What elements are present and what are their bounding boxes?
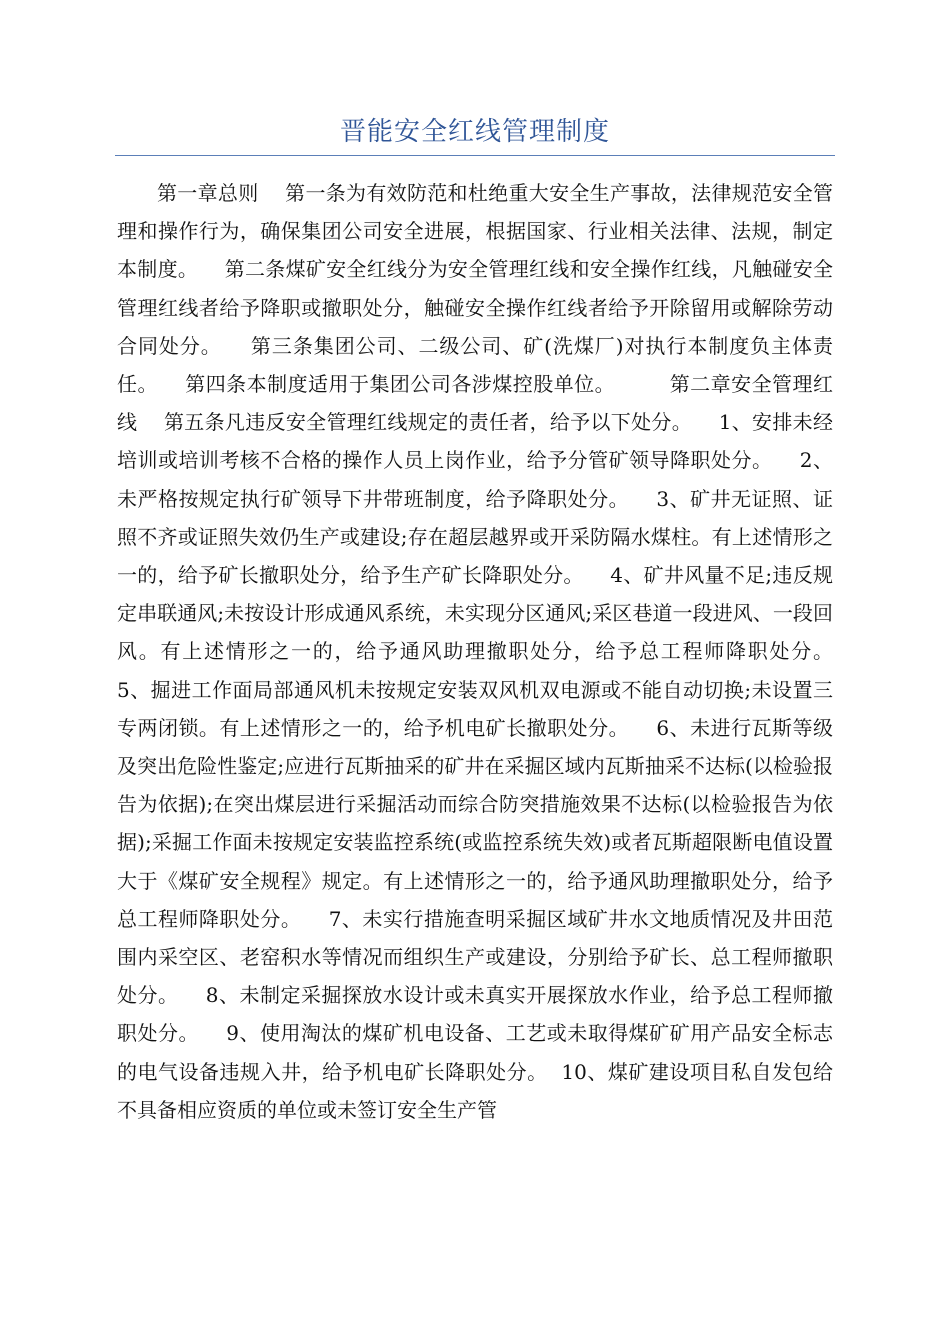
document-body: 第一章总则 第一条为有效防范和杜绝重大安全生产事故，法律规范安全管理和操作行为，确保集团公司安全进展，根据国家、行业相关法律、法规，制定本制度。 第二条煤矿安全红线分为安全管理红线和安全操作红线，凡触碰安全管理红线者给予降职或撤职处分，触碰安全操作红线者给予开除留用或解除劳动合同处分。 第三条集团公司、二级公司、矿(洗煤厂)对执行本制度负主体责任。 第四条本制度适用于集团公司各涉煤控股单位。 第二章安全管理红线 第五条凡违反安全管理红线规定的责任者，给予以下处分。 1、安排未经培训或培训考核不合格的操作人员上岗作业，给予分管矿领导降职处分。 2、未严格按规定执行矿领导下井带班制度，给予降职处分。 3、矿井无证照、证照不齐或证照失效仍生产或建设;存在超层越界或开采防隔水煤柱。有上述情形之一的，给予矿长撤职处分，给予生产矿长降职处分。 4、矿井风量不足;违反规定串联通风;未按设计形成通风系统，未实现分区通风;采区巷道一段进风、一段回风。有上述情形之一的，给予通风助理撤职处分，给予总工程师降职处分。 5、掘进工作面局部通风机未按规定安装双风机双电源或不能自动切换;未设置三专两闭锁。有上述情形之一的，给予机电矿长撤职处分。 6、未进行瓦斯等级及突出危险性鉴定;应进行瓦斯抽采的矿井在采掘区域内瓦斯抽采不达标(以检验报告为依据);在突出煤层进行采掘活动而综合防突措施效果不达标(以检验报告为依据);采掘工作面未按规定安装监控系统(或监控系统失效)或者瓦斯超限断电值设置大于《煤矿安全规程》规定。有上述情形之一的，给予通风助理撤职处分，给予总工程师降职处分。 7、未实行措施查明采掘区域矿井水文地质情况及井田范围内采空区、老窑积水等情况而组织生产或建设，分别给予矿长、总工程师撤职处分。 8、未制定采掘探放水设计或未真实开展探放水作业，给予总工程师撤职处分。 9、使用淘汰的煤矿机电设备、工艺或未取得煤矿矿用产品安全标志的电气设备违规入井，给予机电矿长降职处分。 10、煤矿建设项目私自发包给不具备相应资质的单位或未签订安全生产管 bbox=[117, 181, 859, 1122]
document-title: 晋能安全红线管理制度 bbox=[339, 117, 610, 147]
title-underline bbox=[115, 155, 835, 156]
